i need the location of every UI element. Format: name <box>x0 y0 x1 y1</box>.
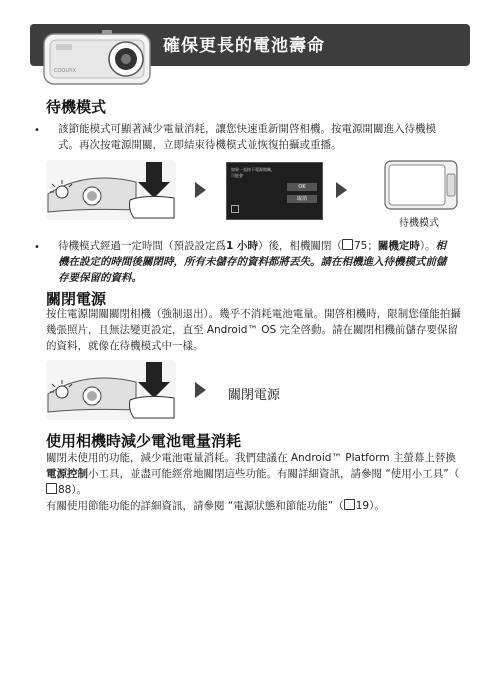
dialog-text-2: 可能會 <box>231 173 243 178</box>
text-segment: 有關使用節能功能的詳細資訊，請參閱 “電源狀態和節能功能”（ <box>46 500 344 512</box>
dialog-checkbox[interactable] <box>231 205 239 213</box>
page-title: 確保更長的電池壽命 <box>163 36 325 56</box>
text-segment: 待機模式經過一定時間（預設設定爲 <box>58 240 226 252</box>
page-reference[interactable]: 19 <box>355 500 370 512</box>
arrow-right-icon-2 <box>336 182 347 198</box>
shutdown-dialog-screen <box>226 162 323 220</box>
dialog-text: 如果一直按下電源開關， <box>231 167 275 172</box>
standby-heading: 待機模式 <box>46 98 107 116</box>
svg-text:COOLPIX: COOLPIX <box>54 68 77 74</box>
bold-text: 1 小時 <box>226 240 258 252</box>
bullet-dot-2: • <box>34 242 40 253</box>
camera-icon <box>40 26 154 92</box>
standby-caption: 待機模式 <box>399 218 439 229</box>
text-segment: 關閉未使用的功能，減少電池電量消耗。我們建議在 Android™ Platform 主螢幕上替換 <box>46 452 456 464</box>
dialog-ok-button[interactable]: OK <box>287 183 317 191</box>
page-reference[interactable]: 88 <box>58 484 72 496</box>
dialog-cancel-button[interactable]: 取消 <box>287 195 317 203</box>
power-button-hold-illustration <box>46 360 176 420</box>
arrow-right-icon-3 <box>195 382 206 398</box>
shutdown-body: 按住電源開關關閉相機（強制退出）。幾乎不消耗電池電量。開啓相機時，限制您僅能拍攝幾張照片，且無法變更設定，直至 Android™ OS 完全啓動。請在關閉相機前儲存要保留的資料，就像在待機模式中一樣。 <box>46 308 461 352</box>
bold-text: 電源控制 <box>46 468 88 480</box>
text-segment: 小工具，並盡可能經常地關閉這些功能。有關詳細資訊，請參閱 “使用小工具”（ <box>88 468 460 480</box>
standby-bullet-2 <box>58 238 456 286</box>
page-reference-icon <box>46 483 57 494</box>
text-segment: ）。 <box>369 500 385 512</box>
camera-screen-standby-illustration <box>384 160 458 210</box>
text-segment: ）。 <box>419 240 436 252</box>
text-segment: ）後，相機關閉（ <box>257 240 342 252</box>
bold-text: 關機定時 <box>377 240 420 252</box>
warning-text: 相機在設定的時間後關閉時，所有未儲存的資料都將丟失。請在相機進入待機模式前儲存要保留的資料。 <box>58 240 447 284</box>
reduce-heading: 使用相機時減少電池電量消耗 <box>46 432 242 450</box>
page-reference-icon <box>344 499 355 510</box>
arrow-right-icon <box>195 182 206 198</box>
bullet-dot: • <box>34 125 40 136</box>
power-button-illustration <box>46 160 176 220</box>
reduce-body <box>46 450 466 514</box>
text-segment: ）。 <box>71 484 88 496</box>
shutdown-heading: 關閉電源 <box>46 290 107 308</box>
page-reference[interactable]: 75 <box>353 240 368 252</box>
page-reference-icon <box>342 239 353 250</box>
standby-bullet-1: 該節能模式可顯著減少電量消耗，讓您快速重新開啓相機。按電源開關進入待機模式。再次按電源開關，立即結束待機模式並恢復拍攝或重播。 <box>58 123 436 151</box>
shutdown-result-label: 關閉電源 <box>228 388 281 403</box>
text-segment: ； <box>367 240 378 252</box>
